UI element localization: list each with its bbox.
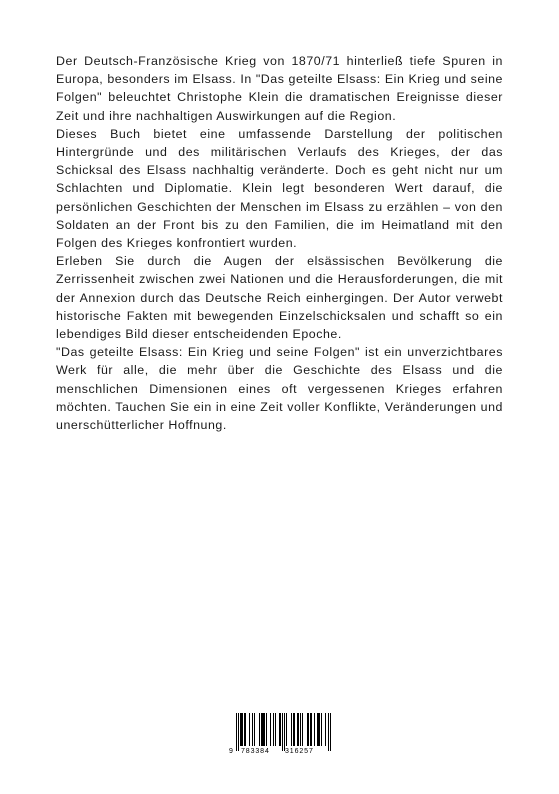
barcode-guard-bar [236,713,237,751]
barcode-bar [254,713,255,746]
barcode-left-group: 783384 [241,748,270,755]
barcode-bar [291,713,292,746]
barcode-bar [325,713,326,746]
barcode-bar [259,713,260,746]
paragraph-1: Der Deutsch-Französische Krieg von 1870/71 hinterließ tiefe Spuren in Europa, besonders im Elsass. In "Das geteilte Elsass: Ein Krieg und seine Folgen" beleuchtet Christophe Klein die dramatischen Ereignisse dieser Zeit und ihre nachhaltigen Auswirkungen auf die Region. [56,54,503,123]
barcode-bar [244,713,246,746]
barcode-bar [307,713,309,746]
barcode-guard-bar [282,713,283,751]
paragraph-4: "Das geteilte Elsass: Ein Krieg und seine Folgen" ist ein unverzichtbares Werk für alle, die mehr über die Geschichte des Elsass und die menschlichen Dimensionen eines oft vergessenen Krieges erfahren möchten. Tauchen Sie ein in eine Zeit voller Konflikte, Veränderungen und unerschütterlicher Hoffnung. [56,345,503,433]
barcode-bar [286,713,287,746]
barcode-bar [240,713,243,746]
barcode-guard-bar [284,713,285,751]
barcode-bar [310,713,312,746]
barcode-bar [321,713,322,746]
barcode-bar [300,713,301,746]
paragraph-2: Dieses Buch bietet eine umfassende Darstellung der politischen Hintergründe und des militärischen Verlaufs des Krieges, der das Schicksal des Elsass nachhaltig veränderte. Doch es geht nicht nur um Schlachten und Diplomatie. Klein legt besonderen Wert darauf, die persönlichen Geschichten der Menschen im Elsass zu erzählen – von den Soldaten an der Front bis zu den Familien, die im Heimatland mit den Folgen des Krieges konfrontiert wurden. [56,126,503,251]
barcode-guard-bar [238,713,239,751]
barcode-right-group: 316257 [285,748,314,755]
barcode-first-digit: 9 [229,748,233,755]
barcode-guard-bar [330,713,331,751]
barcode-bar [273,713,274,746]
barcode-guard-bar [328,713,329,751]
barcode-bar [314,713,315,746]
barcode-bar [297,713,299,746]
barcode-bar [252,713,253,746]
barcode-bar [270,713,271,746]
barcode-bar [249,713,250,746]
barcode-bar [266,713,267,746]
isbn-barcode [229,713,331,757]
barcode-bar [261,713,265,746]
blurb-text [56,52,503,434]
barcode-digits [229,747,331,757]
barcode-bar [293,713,295,746]
barcode-bar [317,713,320,746]
paragraph-3: Erleben Sie durch die Augen der elsässischen Bevölkerung die Zerrissenheit zwischen zwei Nationen und die Herausforderungen, die mit der Annexion durch das Deutsche Reich einhergingen. Der Autor verwebt historische Fakten mit bewegenden Einzelschicksalen und schafft so ein lebendiges Bild dieser entscheidenden Epoche. [56,254,503,342]
barcode-bar [275,713,276,746]
barcode-bar [279,713,281,746]
barcode-bar [302,713,303,746]
